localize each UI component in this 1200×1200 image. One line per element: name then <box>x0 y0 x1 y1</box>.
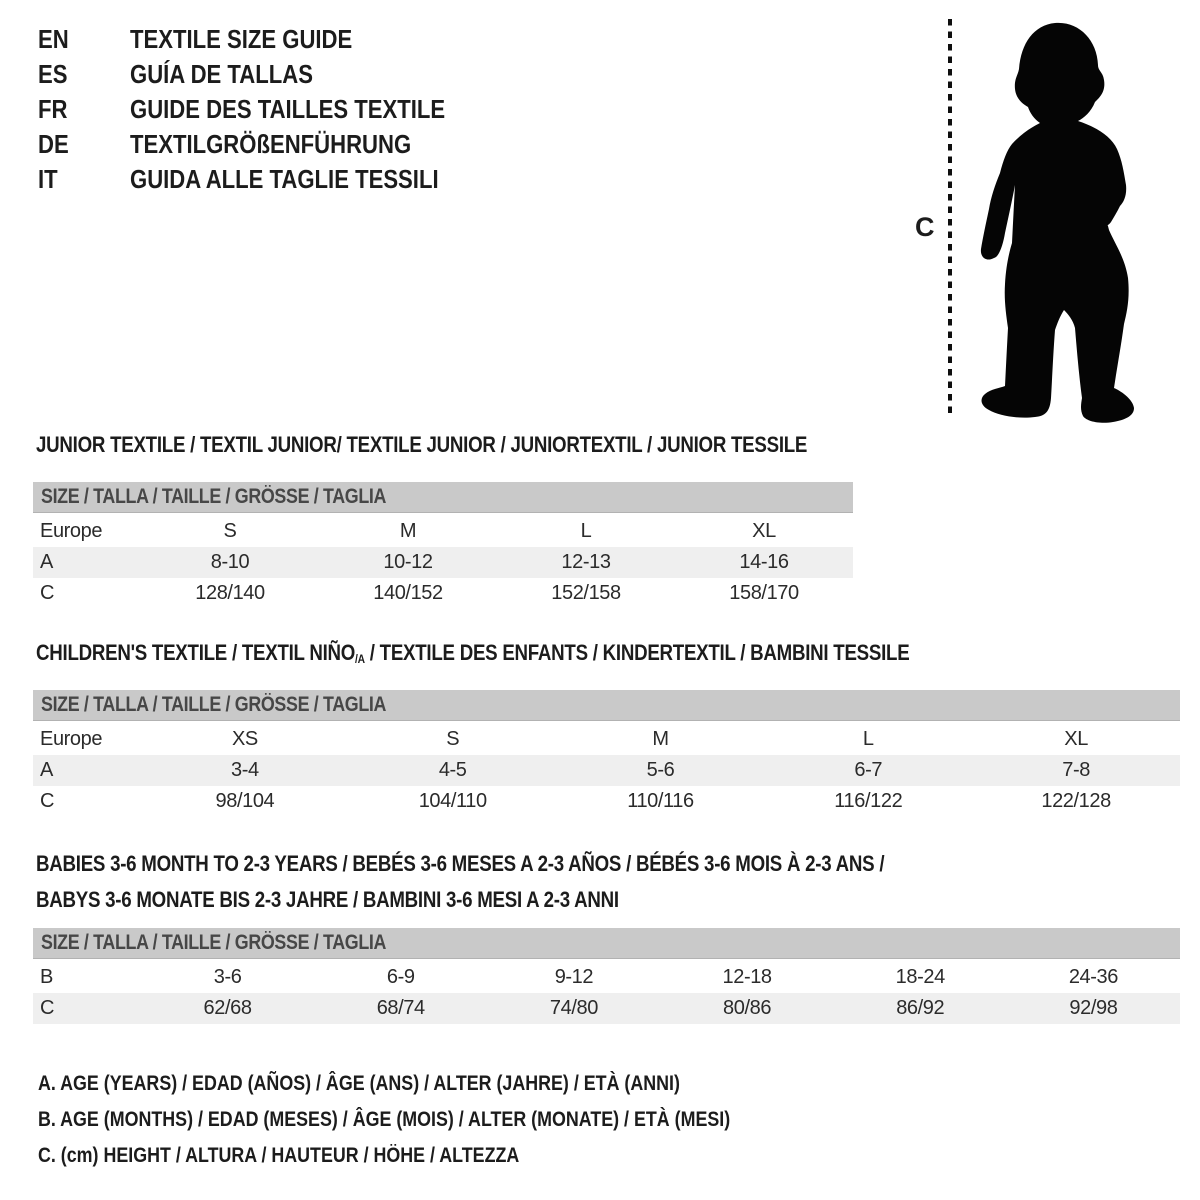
children-section-title: CHILDREN'S TEXTILE / TEXTIL $NIÑO_{/A}$ / TEXTILE DES ENFANTS / KINDERTEXTIL / BAMBINI TESSILE <box>36 640 910 667</box>
language-code: EN <box>38 24 69 54</box>
row-label: A <box>40 551 53 573</box>
table-cell: 74/80 <box>549 997 598 1019</box>
table-row-height <box>33 786 1180 817</box>
size-header-bar: SIZE / TALLA / TAILLE / GRÖSSE / TAGLIA <box>33 482 853 513</box>
language-list <box>38 22 501 197</box>
table-cell: XS <box>231 728 258 750</box>
language-title: GUIDE DES TAILLES TEXTILE <box>130 94 446 124</box>
legend-line-b: B. AGE (MONTHS) / EDAD (MESES) / ÂGE (MOIS) / ALTER (MONATE) / ETÀ (MESI) <box>38 1108 731 1131</box>
table-row-height <box>33 578 853 609</box>
table-cell: 122/128 <box>1041 790 1111 812</box>
child-figure <box>900 5 1200 430</box>
table-cell: 10-12 <box>383 551 433 573</box>
babies-size-table <box>33 928 1180 1024</box>
table-cell: XL <box>1064 728 1088 750</box>
table-row-age <box>33 755 1180 786</box>
language-title: TEXTILGRÖßENFÜHRUNG <box>130 129 412 159</box>
legend-line-c: C. (cm) HEIGHT / ALTURA / HAUTEUR / HÖHE / ALTEZZA <box>38 1144 520 1167</box>
language-title: GUIDA ALLE TAGLIE TESSILI <box>130 164 439 194</box>
row-label: A <box>40 759 53 781</box>
table-cell: L <box>580 520 592 542</box>
table-cell: L <box>862 728 874 750</box>
toddler-silhouette-icon <box>981 23 1134 423</box>
table-row-europe <box>33 516 853 547</box>
table-cell: 86/92 <box>896 997 945 1019</box>
language-row-fr <box>38 92 501 127</box>
size-header-bar: SIZE / TALLA / TAILLE / GRÖSSE / TAGLIA <box>33 690 1180 721</box>
row-label: C <box>40 997 55 1019</box>
size-header-bar: SIZE / TALLA / TAILLE / GRÖSSE / TAGLIA <box>33 928 1180 959</box>
table-cell: XL <box>752 520 776 542</box>
junior-size-table <box>33 482 853 609</box>
table-cell: 140/152 <box>373 582 443 604</box>
nino-a-subscript: /A <box>355 652 365 667</box>
table-cell: 12-18 <box>722 966 772 988</box>
table-cell: 4-5 <box>438 759 467 781</box>
language-code: ES <box>38 59 68 89</box>
table-cell: S <box>223 520 237 542</box>
language-row-it <box>38 162 501 197</box>
table-cell: 98/104 <box>215 790 275 812</box>
table-cell: 80/86 <box>723 997 772 1019</box>
legend-line-a: A. AGE (YEARS) / EDAD (AÑOS) / ÂGE (ANS) / ALTER (JAHRE) / ETÀ (ANNI) <box>38 1072 680 1095</box>
measure-label-c: C <box>915 212 935 242</box>
table-cell: 7-8 <box>1062 759 1090 781</box>
language-title: TEXTILE SIZE GUIDE <box>130 24 353 54</box>
language-code: FR <box>38 94 68 124</box>
row-label: C <box>40 790 55 812</box>
language-title: GUÍA DE TALLAS <box>130 59 313 89</box>
table-row-age <box>33 547 853 578</box>
table-cell: 92/98 <box>1069 997 1118 1019</box>
row-label: Europe <box>40 728 103 750</box>
language-row-es <box>38 57 501 92</box>
table-cell: 18-24 <box>895 966 945 988</box>
table-cell: 8-10 <box>210 551 250 573</box>
babies-section-title: BABIES 3-6 MONTH TO 2-3 YEARS / BEBÉS 3-6 MESES A 2-3 AÑOS / BÉBÉS 3-6 MOIS À 2-3 ANS / BABYS 3-6 MONATE BIS 2-3 JAHRE / BAMBINI 3-6 MESI A 2-3 ANNI <box>36 851 885 912</box>
table-cell: 116/122 <box>834 790 903 812</box>
table-cell: 158/170 <box>729 582 799 604</box>
row-label: B <box>40 966 53 988</box>
table-cell: 12-13 <box>561 551 611 573</box>
table-cell: M <box>652 728 669 750</box>
row-label: Europe <box>40 520 103 542</box>
table-cell: 128/140 <box>195 582 265 604</box>
table-cell: 152/158 <box>551 582 621 604</box>
children-size-table <box>33 690 1180 817</box>
table-cell: 14-16 <box>739 551 789 573</box>
table-cell: S <box>446 728 460 750</box>
table-cell: 9-12 <box>554 966 594 988</box>
table-cell: 5-6 <box>646 759 675 781</box>
table-cell: 3-4 <box>231 759 259 781</box>
table-cell: 3-6 <box>213 966 242 988</box>
language-code: DE <box>38 129 69 159</box>
table-row-age-months <box>33 962 1180 993</box>
table-cell: 104/110 <box>418 790 487 812</box>
row-label: C <box>40 582 55 604</box>
table-row-europe <box>33 724 1180 755</box>
table-row-height <box>33 993 1180 1024</box>
table-cell: 6-9 <box>386 966 415 988</box>
junior-section-title: JUNIOR TEXTILE / TEXTIL JUNIOR/ TEXTILE JUNIOR / JUNIORTEXTIL / JUNIOR TESSILE <box>36 432 808 457</box>
language-row-de <box>38 127 501 162</box>
language-row-en <box>38 22 501 57</box>
table-cell: 62/68 <box>203 997 252 1019</box>
language-code: IT <box>38 164 58 194</box>
table-cell: 68/74 <box>376 997 425 1019</box>
table-cell: 110/116 <box>627 790 694 812</box>
table-cell: 24-36 <box>1068 966 1118 988</box>
measurement-legend <box>38 1066 852 1174</box>
table-cell: 6-7 <box>854 759 883 781</box>
table-cell: M <box>399 520 417 542</box>
